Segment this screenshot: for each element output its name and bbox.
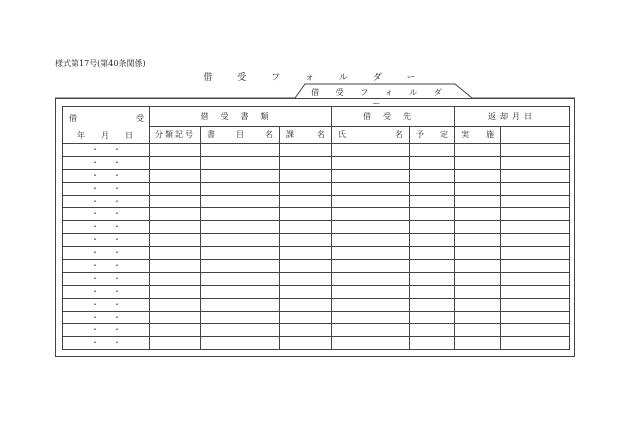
header-doc-name-c: 名 bbox=[265, 130, 273, 139]
entry-cell[interactable] bbox=[280, 234, 332, 247]
date-cell[interactable] bbox=[63, 144, 150, 157]
date-separator: ・ bbox=[91, 286, 99, 296]
date-separator: ・ bbox=[113, 286, 121, 296]
date-separator: ・ bbox=[113, 248, 121, 258]
entry-cell[interactable] bbox=[332, 195, 410, 208]
entry-cell[interactable] bbox=[501, 311, 570, 324]
header-return-date: 返却月日 bbox=[455, 107, 570, 127]
date-cell[interactable] bbox=[63, 195, 150, 208]
entry-cell[interactable] bbox=[201, 195, 280, 208]
header-planned bbox=[410, 127, 455, 144]
date-separator: ・ bbox=[91, 209, 99, 219]
date-separator: ・ bbox=[113, 157, 121, 167]
header-actual-b: 施 bbox=[486, 130, 494, 139]
form-number: 様式第17号(第40条関係) bbox=[55, 59, 146, 68]
entry-cell[interactable] bbox=[501, 221, 570, 234]
date-separator: ・ bbox=[113, 299, 121, 309]
date-separator: ・ bbox=[113, 273, 121, 283]
entry-cell[interactable] bbox=[332, 311, 410, 324]
table-row bbox=[63, 182, 570, 195]
date-cell[interactable] bbox=[63, 247, 150, 260]
date-cell[interactable] bbox=[63, 272, 150, 285]
entry-cell[interactable] bbox=[201, 272, 280, 285]
entry-cell[interactable] bbox=[332, 247, 410, 260]
entry-cell[interactable] bbox=[201, 169, 280, 182]
header-actual bbox=[455, 127, 501, 144]
date-separator: ・ bbox=[91, 299, 99, 309]
entry-cell[interactable] bbox=[332, 234, 410, 247]
date-separator: ・ bbox=[113, 325, 121, 335]
header-borrowed-docs: 借受書類 bbox=[150, 107, 332, 127]
entry-cell[interactable] bbox=[280, 208, 332, 221]
entry-cell[interactable] bbox=[501, 285, 570, 298]
date-separator: ・ bbox=[113, 196, 121, 206]
entry-cell[interactable] bbox=[280, 298, 332, 311]
date-cell[interactable] bbox=[63, 260, 150, 273]
entry-cell[interactable] bbox=[201, 337, 280, 350]
date-separator: ・ bbox=[91, 170, 99, 180]
entry-cell[interactable] bbox=[150, 260, 201, 273]
table-row bbox=[63, 169, 570, 182]
entry-cell[interactable] bbox=[201, 234, 280, 247]
entry-cell[interactable] bbox=[501, 324, 570, 337]
header-borrow-date bbox=[63, 107, 150, 144]
entry-cell[interactable] bbox=[455, 324, 501, 337]
folder-tab-label: 借 受 フ ォ ル ダ ー bbox=[311, 88, 449, 108]
date-separator: ・ bbox=[113, 260, 121, 270]
entry-cell[interactable] bbox=[410, 260, 455, 273]
entry-cell[interactable] bbox=[332, 337, 410, 350]
entry-cell[interactable] bbox=[201, 285, 280, 298]
entry-cell[interactable] bbox=[455, 169, 501, 182]
entry-cell[interactable] bbox=[150, 169, 201, 182]
entry-cell[interactable] bbox=[201, 182, 280, 195]
date-separator: ・ bbox=[113, 222, 121, 232]
table-row bbox=[63, 324, 570, 337]
entry-cell[interactable] bbox=[455, 208, 501, 221]
header-doc-name-a: 書 bbox=[207, 130, 215, 139]
date-separator: ・ bbox=[91, 325, 99, 335]
header-doc-name bbox=[201, 127, 280, 144]
entry-cell[interactable] bbox=[150, 144, 201, 157]
entry-cell[interactable] bbox=[150, 285, 201, 298]
entry-cell[interactable] bbox=[332, 169, 410, 182]
date-separator: ・ bbox=[91, 144, 99, 154]
date-separator: ・ bbox=[91, 338, 99, 348]
table-row bbox=[63, 234, 570, 247]
entry-cell[interactable] bbox=[455, 337, 501, 350]
table-row bbox=[63, 156, 570, 169]
entry-cell[interactable] bbox=[332, 208, 410, 221]
entry-cell[interactable] bbox=[410, 298, 455, 311]
entry-cell[interactable] bbox=[455, 156, 501, 169]
date-separator: ・ bbox=[91, 260, 99, 270]
entry-cell[interactable] bbox=[455, 285, 501, 298]
entry-cell[interactable] bbox=[455, 298, 501, 311]
header-lender: 借受先 bbox=[332, 107, 455, 127]
entry-cell[interactable] bbox=[280, 195, 332, 208]
date-separator: ・ bbox=[113, 312, 121, 322]
entry-cell[interactable] bbox=[455, 272, 501, 285]
date-separator: ・ bbox=[113, 235, 121, 245]
entry-cell[interactable] bbox=[410, 272, 455, 285]
entry-cell[interactable] bbox=[410, 285, 455, 298]
entry-cell[interactable] bbox=[201, 144, 280, 157]
date-separator: ・ bbox=[91, 157, 99, 167]
date-cell[interactable] bbox=[63, 208, 150, 221]
date-separator: ・ bbox=[113, 170, 121, 180]
entry-cell[interactable] bbox=[410, 208, 455, 221]
entry-cell[interactable] bbox=[410, 156, 455, 169]
entry-cell[interactable] bbox=[332, 156, 410, 169]
entry-cell[interactable] bbox=[501, 169, 570, 182]
entry-cell[interactable] bbox=[201, 324, 280, 337]
date-cell[interactable] bbox=[63, 182, 150, 195]
entry-cell[interactable] bbox=[501, 156, 570, 169]
table-row bbox=[63, 311, 570, 324]
entry-cell[interactable] bbox=[201, 311, 280, 324]
date-cell[interactable] bbox=[63, 234, 150, 247]
entry-cell[interactable] bbox=[410, 337, 455, 350]
date-separator: ・ bbox=[91, 196, 99, 206]
header-date-top-right: 受 bbox=[136, 114, 144, 123]
entry-cell[interactable] bbox=[150, 272, 201, 285]
entry-cell[interactable] bbox=[501, 298, 570, 311]
date-separator: ・ bbox=[91, 222, 99, 232]
entry-cell[interactable] bbox=[332, 298, 410, 311]
date-cell[interactable] bbox=[63, 311, 150, 324]
table-row bbox=[63, 221, 570, 234]
entry-cell[interactable] bbox=[280, 311, 332, 324]
entry-cell[interactable] bbox=[332, 324, 410, 337]
entry-cell[interactable] bbox=[501, 247, 570, 260]
entry-cell[interactable] bbox=[280, 182, 332, 195]
date-cell[interactable] bbox=[63, 221, 150, 234]
table-row bbox=[63, 298, 570, 311]
entry-cell[interactable] bbox=[501, 182, 570, 195]
header-person-b: 名 bbox=[395, 130, 403, 139]
entry-cell[interactable] bbox=[150, 221, 201, 234]
entry-cell[interactable] bbox=[280, 169, 332, 182]
entry-cell[interactable] bbox=[201, 247, 280, 260]
entry-cell[interactable] bbox=[501, 208, 570, 221]
entry-cell[interactable] bbox=[280, 272, 332, 285]
entry-cell[interactable] bbox=[150, 247, 201, 260]
entry-cell[interactable] bbox=[501, 337, 570, 350]
entry-cell[interactable] bbox=[332, 144, 410, 157]
entry-cell[interactable] bbox=[201, 221, 280, 234]
table-row bbox=[63, 260, 570, 273]
date-cell[interactable] bbox=[63, 156, 150, 169]
table-row bbox=[63, 337, 570, 350]
entry-cell[interactable] bbox=[150, 298, 201, 311]
entry-cell[interactable] bbox=[280, 221, 332, 234]
entry-cell[interactable] bbox=[501, 272, 570, 285]
entry-cell[interactable] bbox=[410, 182, 455, 195]
entry-cell[interactable] bbox=[501, 260, 570, 273]
date-separator: ・ bbox=[113, 338, 121, 348]
entry-cell[interactable] bbox=[280, 260, 332, 273]
entry-cell[interactable] bbox=[455, 247, 501, 260]
table-row bbox=[63, 272, 570, 285]
entry-cell[interactable] bbox=[150, 311, 201, 324]
header-person-name bbox=[332, 127, 410, 144]
date-separator: ・ bbox=[91, 183, 99, 193]
header-class-code: 分類記号 bbox=[150, 127, 201, 144]
header-section-a: 課 bbox=[286, 130, 294, 139]
header-planned-a: 予 bbox=[416, 130, 424, 139]
entry-cell[interactable] bbox=[150, 156, 201, 169]
entry-cell[interactable] bbox=[455, 311, 501, 324]
entry-cell[interactable] bbox=[501, 144, 570, 157]
entry-cell[interactable] bbox=[201, 298, 280, 311]
header-section-b: 名 bbox=[317, 130, 325, 139]
table-row bbox=[63, 247, 570, 260]
entry-cell[interactable] bbox=[501, 195, 570, 208]
date-separator: ・ bbox=[91, 312, 99, 322]
header-day: 日 bbox=[125, 131, 133, 140]
entry-cell[interactable] bbox=[150, 182, 201, 195]
date-separator: ・ bbox=[91, 235, 99, 245]
entry-cell[interactable] bbox=[501, 234, 570, 247]
entry-cell[interactable] bbox=[410, 195, 455, 208]
entry-cell[interactable] bbox=[150, 208, 201, 221]
date-separator: ・ bbox=[113, 209, 121, 219]
date-cell[interactable] bbox=[63, 169, 150, 182]
entry-cell[interactable] bbox=[332, 182, 410, 195]
entry-cell[interactable] bbox=[332, 285, 410, 298]
header-planned-b: 定 bbox=[440, 130, 448, 139]
entry-cell[interactable] bbox=[332, 260, 410, 273]
date-separator: ・ bbox=[91, 273, 99, 283]
header-person-a: 氏 bbox=[338, 130, 346, 139]
entry-cell[interactable] bbox=[410, 221, 455, 234]
date-cell[interactable] bbox=[63, 337, 150, 350]
header-month: 月 bbox=[101, 131, 109, 140]
borrow-ledger-table bbox=[62, 106, 570, 350]
entry-cell[interactable] bbox=[280, 156, 332, 169]
date-separator: ・ bbox=[113, 144, 121, 154]
entry-cell[interactable] bbox=[410, 144, 455, 157]
entry-cell[interactable] bbox=[455, 182, 501, 195]
table-row bbox=[63, 195, 570, 208]
entry-cell[interactable] bbox=[280, 285, 332, 298]
table-row bbox=[63, 285, 570, 298]
entry-cell[interactable] bbox=[201, 156, 280, 169]
entry-cell[interactable] bbox=[280, 144, 332, 157]
header-actual-a: 実 bbox=[461, 130, 469, 139]
table-row bbox=[63, 208, 570, 221]
date-cell[interactable] bbox=[63, 298, 150, 311]
date-separator: ・ bbox=[113, 183, 121, 193]
entry-cell[interactable] bbox=[201, 260, 280, 273]
date-cell[interactable] bbox=[63, 285, 150, 298]
entry-cell[interactable] bbox=[410, 311, 455, 324]
entry-cell[interactable] bbox=[332, 272, 410, 285]
entry-cell[interactable] bbox=[280, 337, 332, 350]
page-title: 借 受 フ ォ ル ダ ー bbox=[203, 73, 427, 83]
entry-cell[interactable] bbox=[280, 247, 332, 260]
table-row bbox=[63, 144, 570, 157]
entry-cell[interactable] bbox=[410, 169, 455, 182]
entry-cell[interactable] bbox=[150, 337, 201, 350]
entry-cell[interactable] bbox=[410, 247, 455, 260]
date-cell[interactable] bbox=[63, 324, 150, 337]
entry-cell[interactable] bbox=[201, 208, 280, 221]
entry-cell[interactable] bbox=[150, 324, 201, 337]
entry-cell[interactable] bbox=[455, 234, 501, 247]
entry-cell[interactable] bbox=[150, 195, 201, 208]
entry-cell[interactable] bbox=[455, 144, 501, 157]
header-doc-name-b: 目 bbox=[236, 130, 244, 139]
entry-cell[interactable] bbox=[150, 234, 201, 247]
entry-cell[interactable] bbox=[455, 260, 501, 273]
date-separator: ・ bbox=[91, 248, 99, 258]
header-date-top-left: 借 bbox=[69, 114, 77, 123]
entry-cell[interactable] bbox=[455, 195, 501, 208]
header-year: 年 bbox=[77, 131, 85, 140]
entry-cell[interactable] bbox=[280, 324, 332, 337]
entry-cell[interactable] bbox=[332, 221, 410, 234]
entry-cell[interactable] bbox=[410, 324, 455, 337]
header-section-name bbox=[280, 127, 332, 144]
entry-cell[interactable] bbox=[410, 234, 455, 247]
entry-cell[interactable] bbox=[455, 221, 501, 234]
